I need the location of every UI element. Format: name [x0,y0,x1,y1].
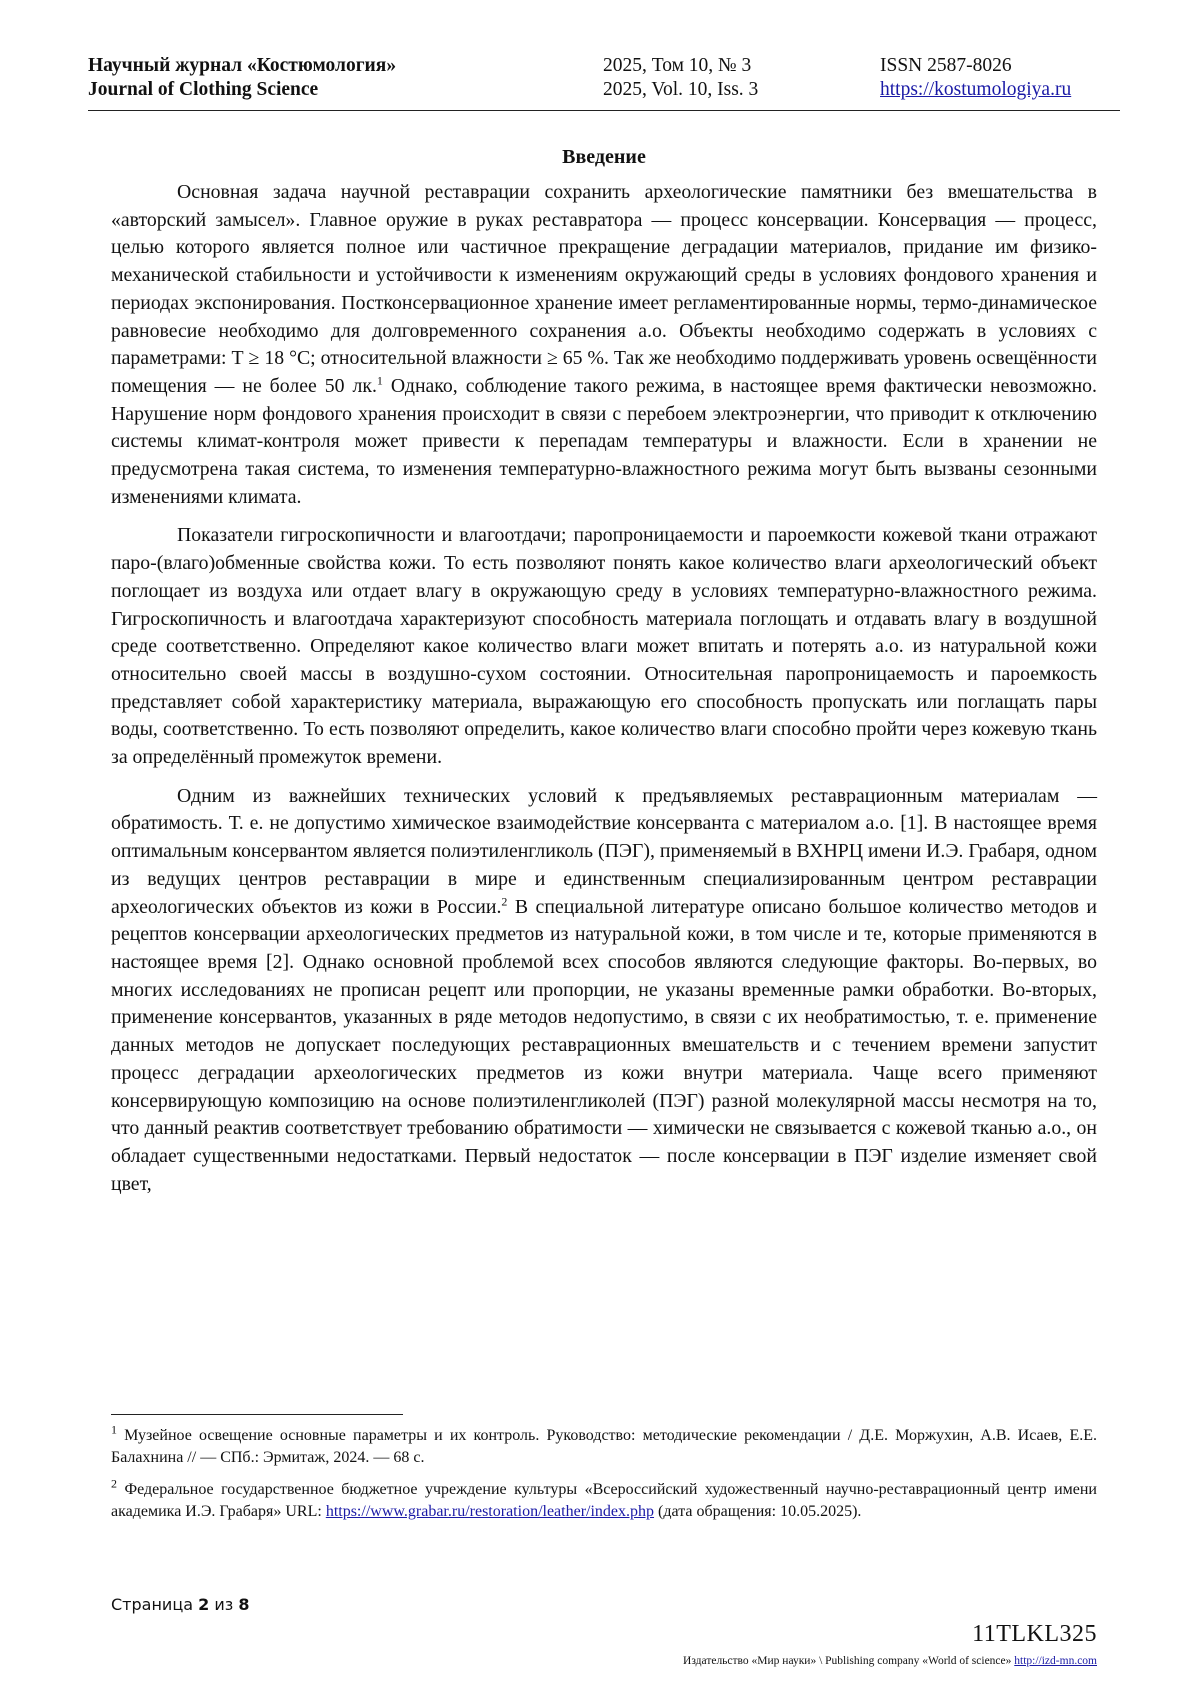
footnote-2-number: 2 [111,1476,117,1491]
paragraph-3-text-b: В специальной литературе описано большое количество методов и рецептов консервации археологических предметов из натуральной кожи, в том числе и те, которые применяются в настоящее время [2]. Однако основной проблемой всех способов являются следующие факторы. Во-первых, во многих исследованиях не прописан рецепт или пропорции, не указаны временные рамки обработки. Во-вторых, применение консервантов, указанных в ряде методов недопустимо, в связи с их необратимостью, т. е. применение данных методов не допускает последующих реставрационных вмешательств и с течением времени запустит процесс деградации археологических предметов из кожи внутри материала. Чаще всего применяют консервирующую композицию на основе полиэтиленгликолей (ПЭГ) разной молекулярной массы несмотря на то, что данный реактив соответствует требованию обратимости — химически не связывается с кожевой тканью а.о., он обладает существенными недостатками. Первый недостаток — после консервации в ПЭГ изделие изменяет свой цвет, [111,895,1097,1195]
footnote-1-number: 1 [111,1422,117,1437]
issue-en: 2025, Vol. 10, Iss. 3 [603,79,759,100]
journal-ids [880,54,1071,102]
paragraph-1 [111,179,1097,511]
footnote-divider [111,1414,403,1415]
page-header [88,50,1120,111]
journal-name-en: Journal of Clothing Science [88,79,319,100]
footnote-ref-1[interactable]: 1 [376,373,383,388]
publisher-line [683,1655,1097,1667]
section-title: Введение [562,146,646,168]
page-total: 8 [238,1595,250,1614]
paragraph-2: Показатели гигроскопичности и влагоотдачи; паропроницаемости и пароемкости кожевой ткани отражают паро-(влаго)обменные свойства кожи. То есть позволяют понять какое количество влаги археологический объект поглощает из воздуха или отдает влагу в окружающую среду в условиях температурно-влажностного режима. Гигроскопичность и влагоотдача характеризуют способность материала поглощать и отдавать влагу в воздушной среде соответственно. Определяют какое количество влаги может впитать и потерять а.о. из натуральной кожи относительно своей массы в воздушно-сухом состоянии. Относительная паропроницаемость и пароемкость представляет собой характеристику материала, выражающую его способность пропускать или поглащать пары воды, соответственно. То есть позволяют определить, какое количество влаги способно пройти через кожевую ткань за определённый промежуток времени. [111,524,1097,769]
footnote-1 [111,1422,1097,1468]
footnotes [111,1422,1097,1533]
page-label: Страница [111,1595,194,1614]
paragraph-3 [111,783,1097,1199]
footnote-ref-2[interactable]: 2 [501,893,508,908]
article-body [111,145,1097,1209]
journal-name [88,54,396,102]
footnote-1-text: Музейное освещение основные параметры и их контроль. Руководство: методические рекомендации / Д.Е. Моржухин, А.В. Исаев, Е.Е. Балахнина // — СПб.: Эрмитаж, 2024. — 68 с. [111,1427,1097,1466]
issn: ISSN 2587-8026 [880,55,1012,76]
paragraph-3-text-a: Одним из важнейших технических условий к предъявляемых реставрационным материалам — обратимость. Т. е. не допустимо химическое взаимодействие консерванта с материалом а.о. [1]. В настоящее время оптимальным консервантом является полиэтиленгликоль (ПЭГ), применяемый в ВХНРЦ имени И.Э. Грабаря, одном из ведущих центров реставрации в мире и единственным специализированным центром реставрации археологических объектов из кожи в России. [111,784,1097,918]
publisher-name: Издательство «Мир науки» \ Publishing company «World of science» [683,1655,1012,1667]
article-code: 11TLKL325 [972,1621,1097,1647]
footnote-2-text: Федеральное государственное бюджетное учреждение культуры «Всероссийский художественный научно-реставрационный центр имени академика И.Э. Грабаря» URL: [111,1481,1097,1520]
journal-url-link[interactable]: https://kostumologiya.ru [880,79,1072,100]
page-current: 2 [198,1595,210,1614]
issue-info [603,54,758,102]
paragraph-1-text-a: Основная задача научной реставрации сохранить археологические памятники без вмешательства в «авторский замысел». Главное оружие в руках реставратора — процесс консервации. Консервация — процесс, целью которого является полное или частичное прекращение деградации материалов, придание им физико-механической стабильности и устойчивости к изменениям окружающий среды в условиях фондового хранения и периодах экспонирования. Постконсервационное хранение имеет регламентированные нормы, термо-динамическое равновесие необходимо для долговременного сохранения а.о. Объекты необходимо содержать в условиях с параметрами: Т ≥ 18 °С; относительной влажности ≥ 65 %. Так же необходимо поддерживать уровень освещённости помещения — не более 50 лк. [111,181,1097,397]
page-number [111,1595,249,1614]
footnote-2-link[interactable]: https://www.grabar.ru/restoration/leather/index.php [325,1502,655,1520]
paragraph-1-text-b: Однако, соблюдение такого режима, в настоящее время фактически невозможно. Нарушение норм фондового хранения происходит в связи с перебоем электроэнергии, что приводит к отключению системы климат-контроля может привести к перепадам температуры и влажности. Если в хранении не предусмотрена такая система, то изменения температурно-влажностного режима могут быть вызваны сезонными изменениями климата. [111,374,1097,508]
footnote-2 [111,1476,1097,1522]
journal-name-ru: Научный журнал «Костюмология» [88,55,397,76]
page-of: из [214,1595,234,1614]
footnote-2-tail: (дата обращения: 10.05.2025). [654,1502,862,1520]
publisher-link[interactable]: http://izd-mn.com [1014,1655,1097,1667]
issue-ru: 2025, Том 10, № 3 [603,55,752,76]
